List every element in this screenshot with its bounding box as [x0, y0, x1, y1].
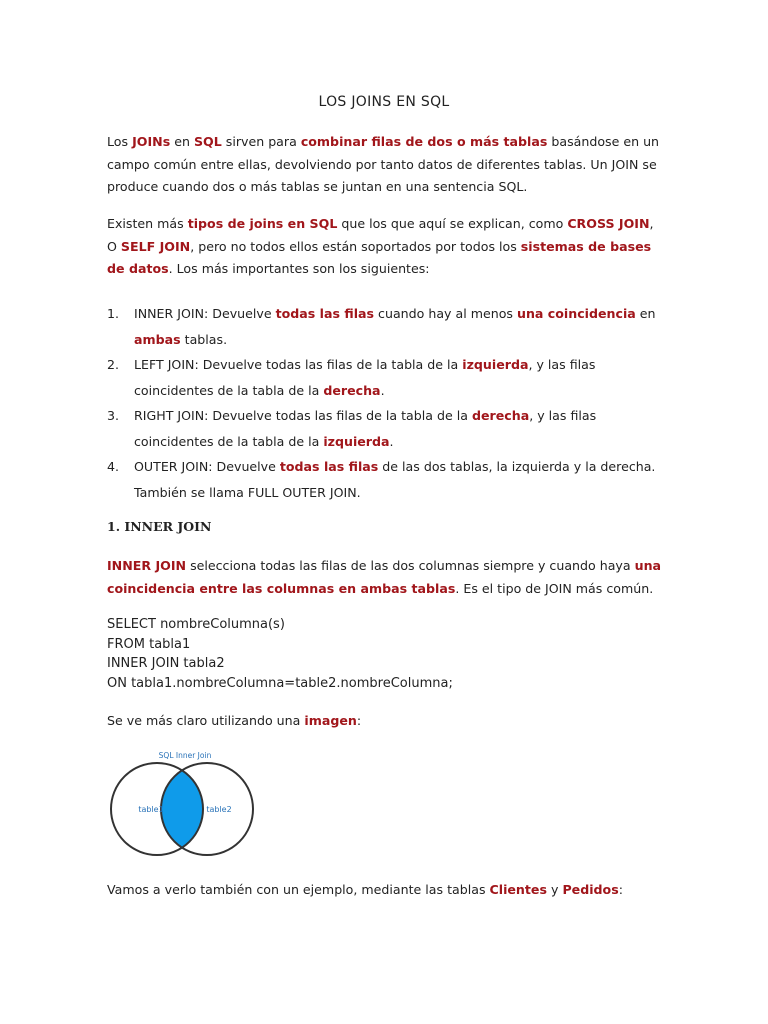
text-run: . Es el tipo de JOIN más común. [455, 580, 654, 596]
text-run: RIGHT JOIN: Devuelve todas las filas de la tabla de la [134, 408, 472, 423]
text-run: en [635, 306, 656, 321]
highlighted-term: imagen [304, 713, 357, 728]
highlighted-term: combinar filas de dos o más tablas [300, 134, 548, 149]
highlighted-term: derecha [323, 382, 381, 398]
venn-left-label: table1 [138, 805, 164, 814]
highlighted-term: una coincidencia entre las columnas en ambas tablas [107, 558, 662, 596]
join-types-list [107, 301, 667, 505]
text-run: , y las filas coincidentes de la tabla de la [134, 357, 596, 398]
highlighted-term: todas las filas [279, 459, 379, 474]
page-title: LOS JOINS EN SQL [318, 94, 450, 110]
list-item [107, 403, 667, 454]
text-run: Vamos a verlo también con un ejemplo, mediante las tablas [107, 882, 490, 897]
list-item-number: 3. [107, 408, 120, 423]
text-run: OUTER JOIN: Devuelve [134, 459, 280, 474]
inner-join-paragraph [107, 555, 667, 600]
text-run: , y las filas coincidentes de la tabla de la [134, 408, 597, 449]
text-run: INNER JOIN: Devuelve [134, 306, 276, 321]
text-run: Existen más [107, 216, 188, 231]
text-run: : [618, 882, 623, 897]
list-item [107, 301, 667, 352]
highlighted-term: tipos de joins en SQL [187, 216, 338, 231]
highlighted-term: izquierda [462, 357, 529, 372]
text-run: . [380, 382, 385, 398]
highlighted-term: una coincidencia [516, 306, 636, 321]
venn-title: SQL Inner Join [158, 751, 212, 760]
list-item-number: 1. [107, 306, 120, 321]
sql-code-block [107, 615, 453, 693]
list-item-text [134, 459, 655, 500]
list-item-text [134, 306, 656, 347]
text-run: sirven para [221, 134, 301, 149]
list-item [107, 454, 667, 505]
highlighted-term: derecha [471, 408, 530, 423]
text-run: cuando hay al menos [374, 306, 517, 321]
text-run: , O [107, 216, 654, 254]
highlighted-term: ambas [134, 331, 181, 347]
highlighted-term: INNER JOIN [107, 558, 187, 573]
text-run: Se ve más claro utilizando una [107, 713, 305, 728]
highlighted-term: Clientes [489, 882, 547, 897]
code-line: SELECT nombreColumna(s) [107, 617, 285, 632]
text-run: . Los más importantes son los siguientes: [168, 261, 430, 276]
text-run: basándose en un campo común entre ellas, devolviendo por tanto datos de diferentes tablas. Un JOIN se produce cuando dos o más tablas se juntan en una sentencia SQL. [107, 134, 660, 194]
text-run: : [356, 713, 362, 728]
list-item-number: 2. [107, 357, 120, 372]
text-run: tablas. [180, 331, 228, 347]
highlighted-term: CROSS JOIN [567, 216, 650, 231]
intro-paragraph [107, 131, 667, 199]
highlighted-term: SQL [193, 134, 222, 149]
highlighted-term: todas las filas [275, 306, 375, 321]
section-heading: 1. INNER JOIN [107, 519, 212, 534]
image-intro-paragraph [107, 710, 667, 733]
text-run: LEFT JOIN: Devuelve todas las filas de la tabla de la [134, 357, 463, 372]
text-run: Los [107, 134, 133, 149]
text-run: , pero no todos ellos están soportados por todos los [190, 238, 521, 254]
highlighted-term: sistemas de bases de datos [107, 238, 652, 276]
types-paragraph [107, 213, 667, 281]
inner-join-venn-diagram [108, 747, 258, 860]
list-item [107, 352, 667, 403]
text-run: que los que aquí se explican, como [337, 216, 568, 231]
example-paragraph [107, 879, 667, 902]
text-run: selecciona todas las filas de las dos columnas siempre y cuando haya [186, 558, 635, 573]
list-item-number: 4. [107, 459, 120, 474]
text-run: . [389, 433, 394, 449]
highlighted-term: SELF JOIN [120, 238, 191, 254]
highlighted-term: JOINs [132, 134, 171, 149]
venn-right-label: table2 [206, 805, 232, 814]
code-line: FROM tabla1 [107, 636, 191, 652]
highlighted-term: Pedidos [562, 882, 619, 897]
text-run: en [170, 134, 194, 149]
text-run: de las dos tablas, la izquierda y la derecha. También se llama FULL OUTER JOIN. [134, 459, 656, 500]
list-item-text [134, 357, 595, 398]
code-line: ON tabla1.nombreColumna=table2.nombreColumna; [107, 675, 453, 691]
text-run: y [546, 882, 563, 897]
highlighted-term: izquierda [323, 433, 390, 449]
code-line: INNER JOIN tabla2 [107, 656, 225, 671]
list-item-text [134, 408, 596, 449]
